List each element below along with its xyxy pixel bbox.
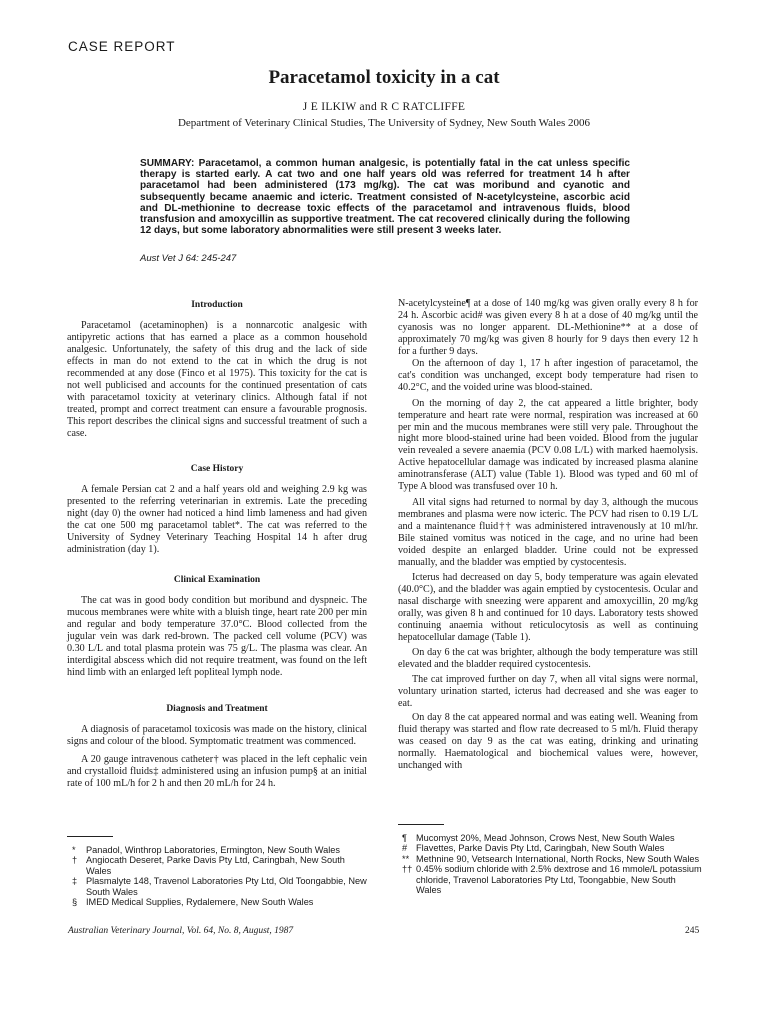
footnote: ‡ Plasmalyte 148, Travenol Laboratories Pty Ltd, Old Toongabbie, New South Wales <box>72 876 367 897</box>
right-column <box>398 298 698 772</box>
affiliation: Department of Veterinary Clinical Studies, The University of Sydney, New South Wales 2006 <box>177 117 591 129</box>
paragraph-right-4: All vital signs had returned to normal by day 3, although the mucous membranes and plasma were now icteric. The PCV had risen to 0.19 L/L and a maintenance fluid†† was administered intravenously at 10 ml/hr. Bile stained vomitus was noticed in the cage, and no urine had been voided despite an enlarged bladder. Urine could not be expressed manually, and the bladder was emptied by cystocentesis. <box>398 497 698 569</box>
article-title: Paracetamol toxicity in a cat <box>268 67 500 88</box>
heading-case-history: Case History <box>190 464 244 475</box>
footnote: †† 0.45% sodium chloride with 2.5% dextrose and 16 mmole/L potassium chloride, Travenol Laboratories Pty Ltd, Toongabbie, New South Wales <box>402 864 702 896</box>
paragraph-right-5: Icterus had decreased on day 5, body temperature was again elevated (40.0°C), and the bladder was again emptied by cystocentesis. Ocular and nasal discharge with sneezing were apparent and amoxycillin, 20 mg/kg orally, was given 8 h and continued for 10 days. Laboratory tests showed continuing anaemia without reticulocytosis as well as continuing hepatocellular damage (Table 1). <box>398 571 698 643</box>
heading-clinical-examination: Clinical Examination <box>173 575 261 586</box>
footnote-rule-right <box>398 824 444 825</box>
journal-footer: Australian Veterinary Journal, Vol. 64, No. 8, August, 1987 <box>68 926 294 936</box>
paragraph-diagnosis-2: A 20 gauge intravenous catheter† was placed in the left cephalic vein and crystalloid fluids‡ administered using an infusion pump§ at an initial rate of 100 mL/h for 2 h and then 20 mL/h for 24 h. <box>67 753 367 789</box>
summary-abstract: SUMMARY: Paracetamol, a common human analgesic, is potentially fatal in the cat unless specific therapy is started early. A cat two and one half years old was referred for treatment 14 h after paracetamol had been administered (173 mg/kg). The cat was moribund and cyanotic and subsequently became anaemic and icteric. Treatment consisted of N-acetylcysteine, ascorbic acid and DL-methionine to decrease toxic effects of the paracetamol and intravenous fluids, blood transfusion and amoxycillin as supportive treatment. The cat recovered clinically during the following 12 days, but some laboratory abnormalities were still present 3 weeks later. <box>140 158 630 237</box>
authors: J E ILKIW and R C RATCLIFFE <box>302 101 466 113</box>
paragraph-right-6: On day 6 the cat was brighter, although the body temperature was still elevated and the bladder required cystocentesis. <box>398 646 698 670</box>
footnotes-left <box>72 845 372 907</box>
footnote: * Panadol, Winthrop Laboratories, Ermington, New South Wales <box>72 845 340 855</box>
footnote: § IMED Medical Supplies, Rydalemere, New South Wales <box>72 897 314 908</box>
paragraph-case-history: A female Persian cat 2 and a half years old and weighing 2.9 kg was presented to the referring veterinarian in extremis. Late the preceding night (day 0) the owner had noticed a hind limb lameness and had given the cat one 500 mg paracetamol tablet*. The cat was referred to the University of Sydney Veterinary Teaching Hospital 14 h after drug administration (day 1). <box>67 484 367 556</box>
paragraph-diagnosis-1: A diagnosis of paracetamol toxicosis was made on the history, clinical signs and colour of the blood. Symptomatic treatment was commenced. <box>67 723 367 747</box>
footnote: ¶ Mucomyst 20%, Mead Johnson, Crows Nest, New South Wales <box>402 833 675 843</box>
section-label: CASE REPORT <box>68 39 176 54</box>
paragraph-right-1: N-acetylcysteine¶ at a dose of 140 mg/kg was given orally every 8 h for 24 h. Ascorbic acid# was given every 8 h at a dose of 40 mg/kg until the cyanosis was no longer apparent. DL-Methionine** at a dose of approximately 70 mg/kg was given 8 hourly for 9 days then every 12 h for a further 9 days. <box>398 298 698 357</box>
paragraph-clinical-examination: The cat was in good body condition but moribund and dyspneic. The mucous membranes were white with a bluish tinge, heart rate 200 per min and regular and body temperature 37.0°C. Blood collected from the jugular vein was dark red-brown. The packed cell volume (PCV) was 0.30 L/L and total plasma protein was 75 g/L. The plasma was clear. An interdigital abscess which did not require treatment, was found on the left hind limb with an enlarged left popliteal lymph node. <box>67 595 367 678</box>
footnote-rule-left <box>67 836 113 837</box>
paragraph-introduction: Paracetamol (acetaminophen) is a nonnarcotic analgesic with antipyretic actions that has earned a place as a common household analgesic. Unfortunately, the safety of this drug and the lack of side effects in man do not extend to the cat in which the drug is not recommended at any dose (Finco et al 1975). This toxicity for the cat is not well publicised and accounts for the continued presentation of cats with paracetamol toxicity at veterinary clinics. Although fatal if not treated, prompt and correct treatment can ensure a favourable prognosis. This report describes the clinical signs and successful treatment of such a case. <box>67 319 367 439</box>
left-column <box>67 300 367 790</box>
footnotes-right <box>402 833 702 895</box>
heading-introduction: Introduction <box>191 300 243 310</box>
paragraph-right-7: The cat improved further on day 7, when all vital signs were normal, voluntary urination started, icterus had decreased and she was eager to eat. <box>398 673 698 709</box>
citation: Aust Vet J 64: 245-247 <box>140 253 237 264</box>
footnote: † Angiocath Deseret, Parke Davis Pty Ltd, Caringbah, New South Wales <box>72 855 345 876</box>
paragraph-right-3: On the morning of day 2, the cat appeared a little brighter, body temperature and heart rate were normal, respiration was increased at 60 per min and the mucous membranes were still very pale. Throughout the night more blood-stained urine had been voided. Blood from the jugular vein revealed a severe anaemia (PCV 0.08 L/L) with marked haemolysis. Active hepatocellular damage was indicated by increased plasma alanine aminotransferase (ALT) value (Table 1). Blood was typed and 60 ml of Type A blood was transfused over 10 h. <box>398 397 698 493</box>
paragraph-right-8: On day 8 the cat appeared normal and was eating well. Weaning from fluid therapy was started and flow rate decreased to 5 ml/h. Fluid therapy was ceased on day 9 as the cat was eating, drinking and urinating normally. Haematological and biochemical values were, however, unchanged with <box>398 712 698 772</box>
page-number: 245 <box>685 926 700 936</box>
paragraph-right-2: On the afternoon of day 1, 17 h after ingestion of paracetamol, the cat's condition was unchanged, except body temperature had risen to 40.2°C, and the voided urine was blood-stained. <box>398 357 698 393</box>
footnote: ** Methnine 90, Vetsearch International, North Rocks, New South Wales <box>402 853 700 864</box>
footnote: # Flavettes, Parke Davis Pty Ltd, Caringbah, New South Wales <box>402 843 665 854</box>
heading-diagnosis-treatment: Diagnosis and Treatment <box>166 703 268 714</box>
